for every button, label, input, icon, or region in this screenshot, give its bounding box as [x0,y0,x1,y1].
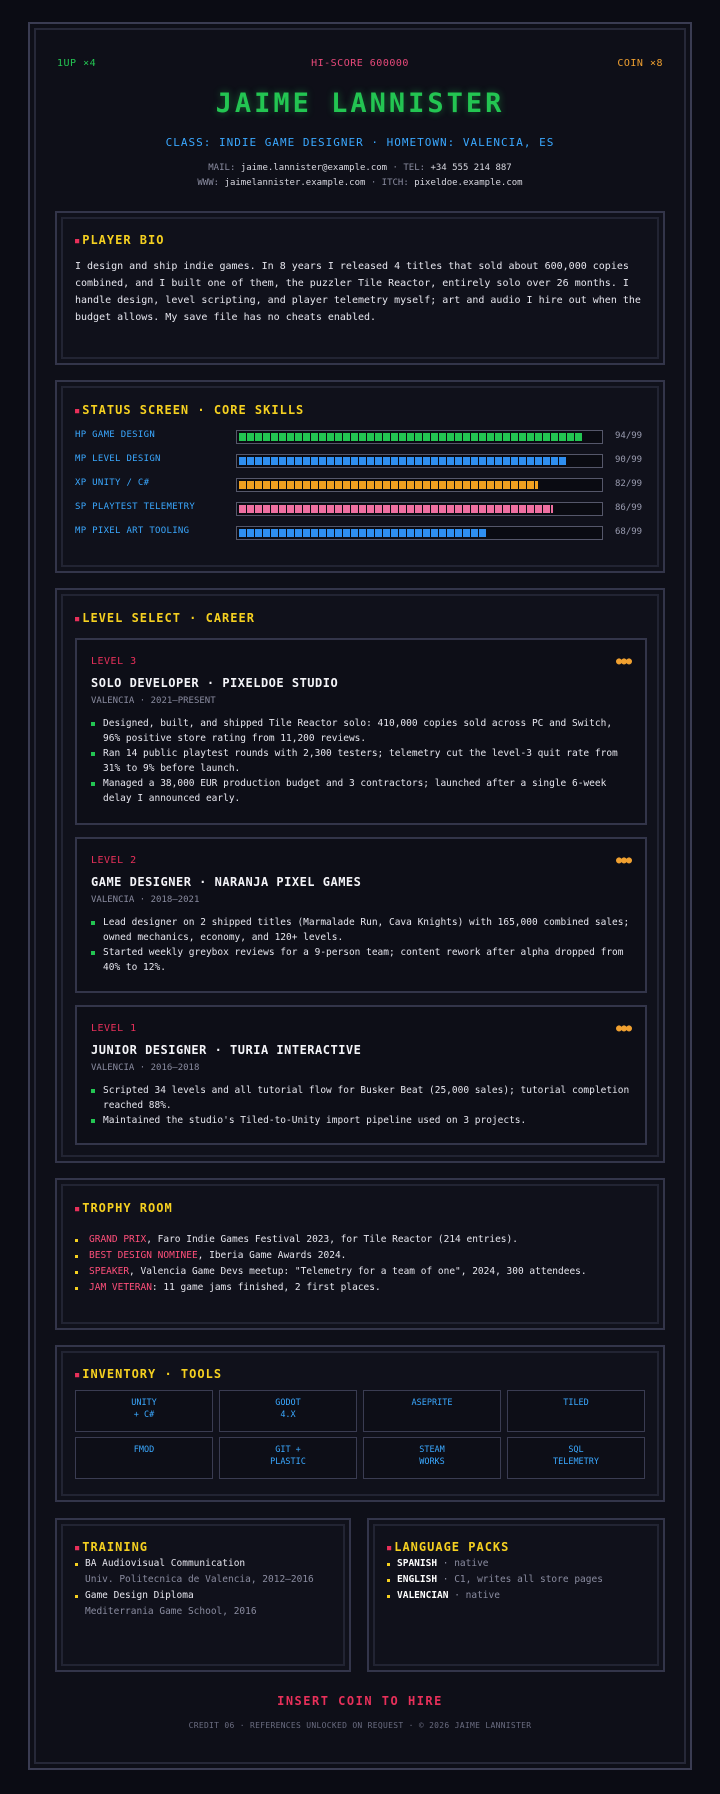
tool-label-line2: 4.X [280,1410,296,1420]
tool-label-line1: UNITY [131,1398,157,1408]
www-label: WWW: [197,178,220,188]
tool-label-line2: + C# [133,1410,155,1420]
job-bullet: Maintained the studio's Tiled-to-Unity import pipeline used on 3 projects. [91,1113,631,1128]
tool-label-line1: ASEPRITE [411,1398,453,1408]
skill-value: 90/99 [615,455,643,465]
level-dots-icon: ●●● [615,855,631,866]
lives-counter: 1UP ×4 [57,58,97,69]
job-title: GAME DESIGNER · NARANJA PIXEL GAMES [91,875,362,889]
tool-tile [363,1390,501,1432]
job-meta: VALENCIA · 2016–2018 [91,1063,200,1073]
training-item: Game Design Diploma Mediterrania Game School, 2016 [75,1588,315,1620]
inventory-title: ■ INVENTORY · TOOLS [75,1367,223,1381]
player-name: JAIME LANNISTER [215,88,505,119]
job-bullets [91,915,631,975]
bio-text: I design and ship indie games. In 8 years I released 4 titles that sold about 600,000 copies combined, and I built one of them, the puzzler Tile Reactor, entirely solo over 26 months. I handle design, level scripting, and player telemetry myself; art and audio I hire out when the budget allows. My save file has no cheats enabled. [75,261,641,323]
trophy-item: GRAND PRIX, Faro Indie Games Festival 2023, for Tile Reactor (214 entries). [75,1232,635,1248]
skills-title: ■ STATUS SCREEN · CORE SKILLS [75,403,305,417]
tool-label-line1: SQL [568,1445,584,1455]
tool-tile [219,1390,357,1432]
training-list [75,1556,315,1620]
language-item: ENGLISH · C1, writes all store pages [387,1572,657,1588]
trophy-item: SPEAKER, Valencia Game Devs meetup: "Telemetry for a team of one", 2024, 300 attendees. [75,1264,635,1280]
tel-label: · TEL: [392,163,426,173]
tool-label-line1: FMOD [133,1445,155,1455]
skill-row [75,430,655,444]
job-bullet: Ran 14 public playtest rounds with 2,300 testers; telemetry cut the level-3 quit rate from 31% to 9% before launch. [91,746,631,776]
class-line: CLASS: INDIE GAME DESIGNER · HOMETOWN: VALENCIA, ES [165,136,555,149]
itch-label: · ITCH: [370,178,409,188]
skill-bar-fill [239,481,538,489]
skill-row [75,454,655,468]
job-level: LEVEL 2 [91,855,137,866]
skill-value: 68/99 [615,527,643,537]
trophy-title: ■ TROPHY ROOM [75,1201,173,1215]
inventory-panel [55,1345,665,1502]
skill-bar [236,430,603,444]
skill-bar [236,454,603,468]
job-meta: VALENCIA · 2021–PRESENT [91,696,216,706]
language-item: SPANISH · native [387,1556,657,1572]
language-list [387,1556,657,1604]
job-card-level-3 [75,638,647,825]
tool-tile [363,1437,501,1479]
job-bullets [91,716,631,806]
bio-title: ■ PLAYER BIO [75,233,165,247]
skill-bar [236,526,603,540]
tool-tile [75,1437,213,1479]
tool-label-line1: STEAM [419,1445,445,1455]
skill-bar-fill [239,529,487,537]
tool-label-line1: GIT + [275,1445,301,1455]
tool-tile [75,1390,213,1432]
tool-label-line1: GODOT [275,1398,301,1408]
skill-bar [236,502,603,516]
tool-tile [507,1390,645,1432]
skill-value: 82/99 [615,479,643,489]
job-bullet: Lead designer on 2 shipped titles (Marmalade Run, Cava Knights) with 165,000 combined sales; owned mechanics, economy, and 120+ levels. [91,915,631,945]
tool-label-line2: PLASTIC [270,1457,306,1467]
skill-value: 94/99 [615,431,643,441]
languages-panel [367,1518,665,1672]
job-meta: VALENCIA · 2018–2021 [91,895,200,905]
training-panel [55,1518,351,1672]
footer-credit: CREDIT 06 · REFERENCES UNLOCKED ON REQUEST · © 2026 JAIME LANNISTER [188,1721,532,1730]
tel-value[interactable]: +34 555 214 887 [430,163,512,173]
skill-label: MP PIXEL ART TOOLING [75,526,190,536]
skill-bar-fill [239,505,553,513]
level-dots-icon: ●●● [615,656,631,667]
contact-line-2 [0,178,720,188]
tool-tile [507,1437,645,1479]
job-title: SOLO DEVELOPER · PIXELDOE STUDIO [91,676,339,690]
job-title: JUNIOR DESIGNER · TURIA INTERACTIVE [91,1043,362,1057]
skills-panel [55,380,665,573]
career-panel [55,588,665,1163]
language-item: VALENCIAN · native [387,1588,657,1604]
skill-bar-fill [239,457,567,465]
tool-label-line2: WORKS [419,1457,445,1467]
job-bullet: Managed a 38,000 EUR production budget and 3 contractors; launched after a single 6-week delay I announced early. [91,776,631,806]
job-card-level-1 [75,1005,647,1145]
job-bullets [91,1083,631,1128]
itch-link[interactable]: pixeldoe.example.com [414,178,523,188]
skill-bar [236,478,603,492]
hiscore-counter: HI-SCORE 600000 [311,58,409,69]
training-item: BA Audiovisual Communication Univ. Politecnica de Valencia, 2012–2016 [75,1556,315,1588]
skill-label: MP LEVEL DESIGN [75,454,161,464]
level-dots-icon: ●●● [615,1023,631,1034]
skill-bar-fill [239,433,582,441]
skill-label: SP PLAYTEST TELEMETRY [75,502,196,512]
trophy-panel [55,1178,665,1330]
bio-panel [55,211,665,365]
tool-tile [219,1437,357,1479]
job-card-level-2 [75,837,647,993]
job-bullet: Designed, built, and shipped Tile Reactor solo: 410,000 copies sold across PC and Switch, 96% positive store rating from 11,200 reviews. [91,716,631,746]
skill-value: 86/99 [615,503,643,513]
skill-label: HP GAME DESIGN [75,430,156,440]
job-level: LEVEL 3 [91,656,137,667]
skill-row [75,478,655,492]
job-bullet: Started weekly greybox reviews for a 9-person team; content rework after alpha dropped from 40% to 12%. [91,945,631,975]
coin-counter: COIN ×8 [617,58,663,69]
career-title: ■ LEVEL SELECT · CAREER [75,611,255,625]
trophy-list [75,1232,635,1296]
training-title: ■ TRAINING [75,1540,149,1554]
tool-label-line2: TELEMETRY [552,1457,600,1467]
tool-label-line1: TILED [563,1398,589,1408]
trophy-item: BEST DESIGN NOMINEE, Iberia Game Awards 2024. [75,1248,635,1264]
www-link[interactable]: jaimelannister.example.com [224,178,366,188]
languages-title: ■ LANGUAGE PACKS [387,1540,510,1554]
skill-label: XP UNITY / C# [75,478,150,488]
job-level: LEVEL 1 [91,1023,137,1034]
skill-row [75,502,655,516]
mail-label: MAIL: [208,163,236,173]
trophy-item: JAM VETERAN: 11 game jams finished, 2 first places. [75,1280,635,1296]
skill-row [75,526,655,540]
insert-coin-cta[interactable]: INSERT COIN TO HIRE [277,1694,443,1708]
contact-line-1 [0,163,720,173]
mail-link[interactable]: jaime.lannister@example.com [240,163,388,173]
job-bullet: Scripted 34 levels and all tutorial flow for Busker Beat (25,000 sales); tutorial completion reached 88%. [91,1083,631,1113]
